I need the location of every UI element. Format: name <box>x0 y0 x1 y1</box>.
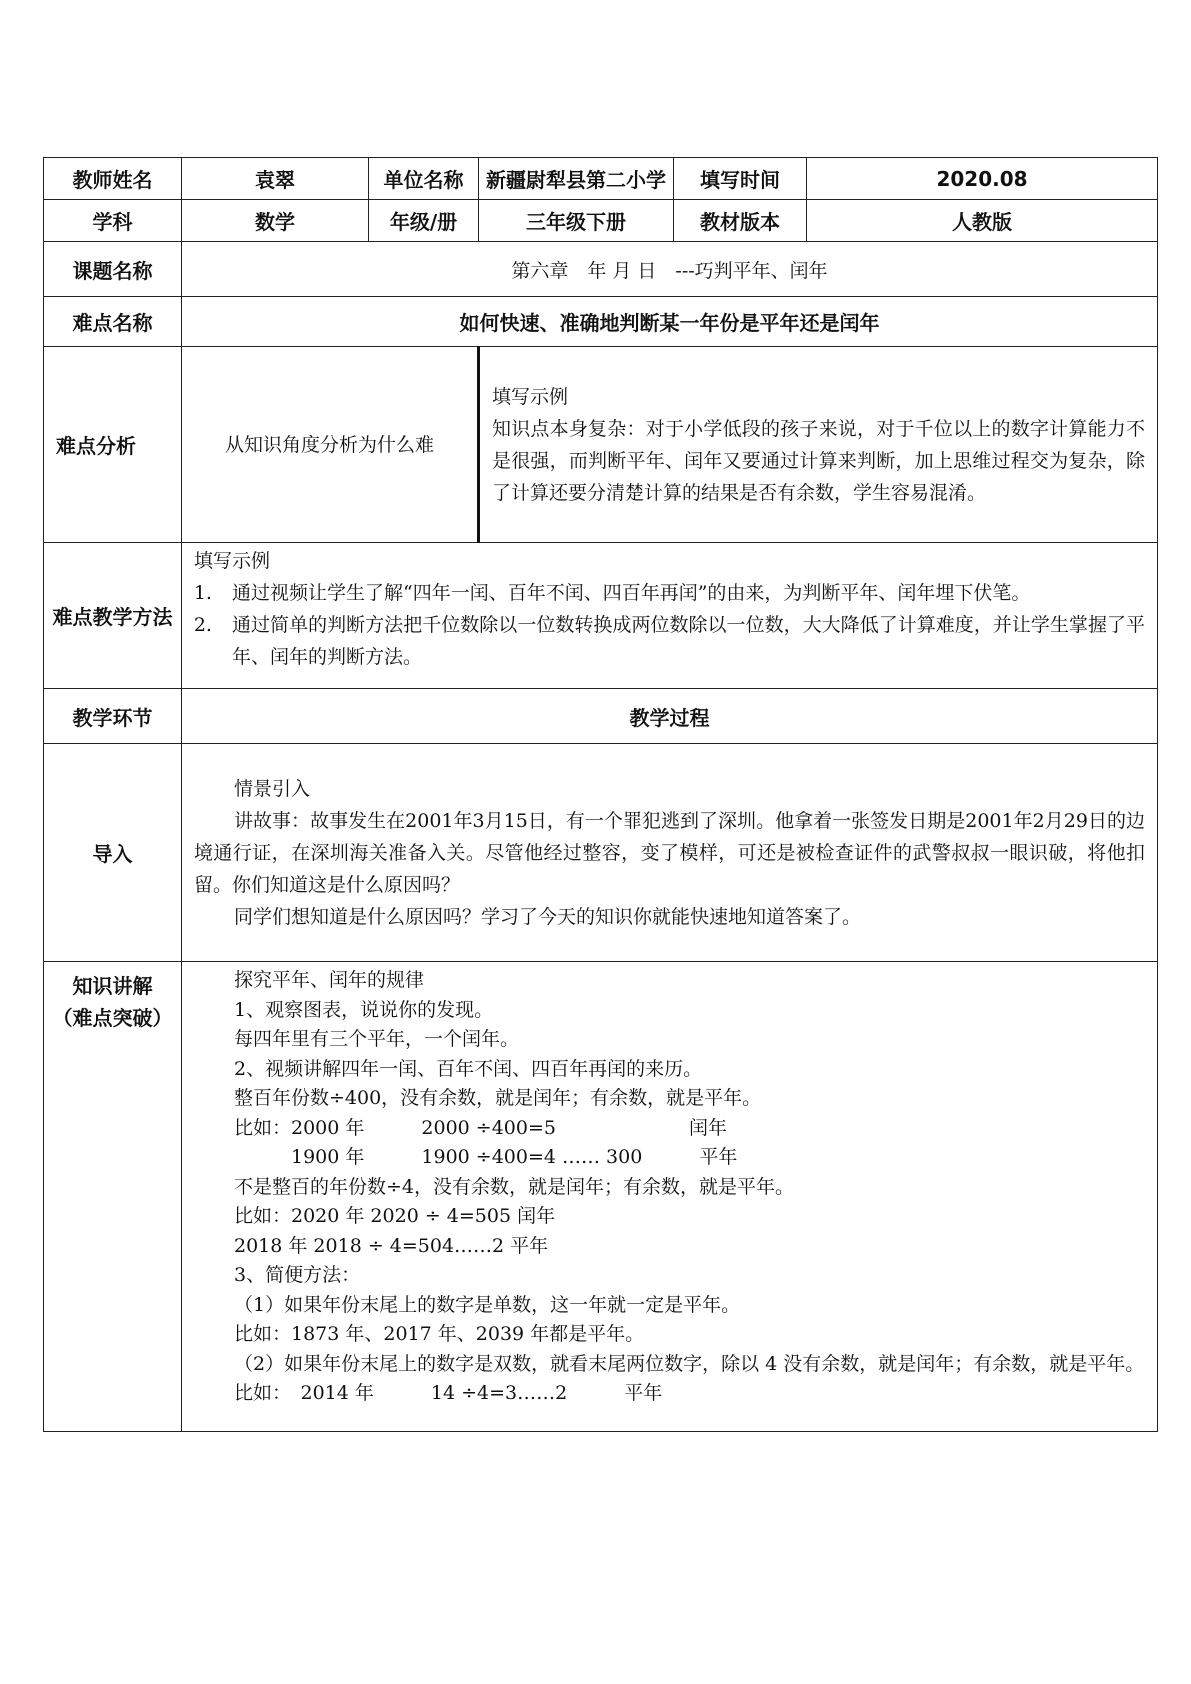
knowledge-label-line2: （难点突破） <box>52 1006 173 1030</box>
teacher-label: 教师姓名 <box>44 158 182 200</box>
knowledge-label-line1: 知识讲解 <box>72 974 153 998</box>
knowledge-line-11: 3、简便方法： <box>234 1264 361 1286</box>
intro-story: 讲故事：故事发生在2001年3月15日，有一个罪犯逃到了深圳。他拿着一张签发日期是2001年2月29日的边境通行证，在深圳海关准备入关。尽管他经过整容，变了模样，可还是被检查证件的武警叔叔一眼识破，将他扣留。你们知道这是什么原因吗？ <box>194 809 1145 896</box>
process-label: 教学环节 <box>44 689 182 744</box>
topic-label: 课题名称 <box>44 242 182 297</box>
info-row-1 <box>44 158 1158 200</box>
topic-value: 第六章 年 月 日 ---巧判平年、闰年 <box>182 242 1158 297</box>
intro-content <box>182 744 1158 962</box>
grade-label: 年级/册 <box>369 200 479 242</box>
process-header-row <box>44 689 1158 744</box>
knowledge-line-13: 比如：1873 年、2017 年、2039 年都是平年。 <box>234 1323 645 1345</box>
knowledge-line-8: 不是整百的年份数÷4，没有余数，就是闰年；有余数，就是平年。 <box>234 1175 795 1198</box>
difficulty-row <box>44 297 1158 347</box>
knowledge-last-example: 比如： 2014 年 14 ÷4=3……2 平年 <box>234 1382 663 1404</box>
knowledge-line-12: （1）如果年份末尾上的数字是单数，这一年就一定是平年。 <box>234 1293 741 1316</box>
knowledge-line-9: 比如：2020 年 2020 ÷ 4=505 闰年 <box>234 1205 556 1227</box>
edition-value: 人教版 <box>807 200 1158 242</box>
difficulty-value: 如何快速、准确地判断某一年份是平年还是闰年 <box>182 297 1158 347</box>
methods-example-label: 填写示例 <box>194 550 271 572</box>
analysis-content <box>479 347 1158 543</box>
knowledge-rule-2: （2）如果年份末尾上的数字是双数，就看末尾两位数字，除以 4 没有余数，就是闰年；有余数，就是平年。 <box>234 1352 1145 1375</box>
subject-value: 数学 <box>182 200 369 242</box>
edition-label: 教材版本 <box>674 200 807 242</box>
analysis-row <box>44 347 1158 543</box>
intro-label: 导入 <box>44 744 182 962</box>
analysis-example-label: 填写示例 <box>492 385 569 408</box>
unit-value: 新疆尉犁县第二小学 <box>479 158 674 200</box>
unit-label: 单位名称 <box>369 158 479 200</box>
methods-item-2: 2. 通过简单的判断方法把千位数除以一位数转换成两位数除以一位数，大大降低了计算难度，并让学生掌握了平年、闰年的判断方法。 <box>218 609 1145 673</box>
analysis-sub-label: 从知识角度分析为什么难 <box>182 347 479 543</box>
intro-row <box>44 744 1158 962</box>
subject-label: 学科 <box>44 200 182 242</box>
methods-list <box>194 577 1145 673</box>
knowledge-row <box>44 962 1158 1432</box>
topic-row <box>44 242 1158 297</box>
knowledge-line-4: 2、视频讲解四年一闰、百年不闰、四百年再闰的来历。 <box>234 1057 703 1080</box>
methods-content <box>182 543 1158 689</box>
process-value: 教学过程 <box>182 689 1158 744</box>
lesson-plan-table <box>43 157 1158 1432</box>
methods-label: 难点教学方法 <box>44 543 182 689</box>
intro-question: 同学们想知道是什么原因吗？学习了今天的知识你就能快速地知道答案了。 <box>234 905 862 928</box>
teacher-value: 袁翠 <box>182 158 369 200</box>
analysis-label: 难点分析 <box>44 347 182 543</box>
methods-row <box>44 543 1158 689</box>
knowledge-line-2: 1、观察图表，说说你的发现。 <box>234 998 494 1021</box>
knowledge-line-5: 整百年份数÷400，没有余数，就是闰年；有余数，就是平年。 <box>234 1087 762 1109</box>
knowledge-line-1: 探究平年、闰年的规律 <box>234 969 425 991</box>
difficulty-label: 难点名称 <box>44 297 182 347</box>
intro-heading: 情景引入 <box>234 777 311 800</box>
knowledge-line-3: 每四年里有三个平年，一个闰年。 <box>234 1028 520 1050</box>
knowledge-content <box>182 962 1158 1432</box>
methods-item-1: 1. 通过视频让学生了解“四年一闰、百年不闰、四百年再闰”的由来，为判断平年、闰年埋下伏笔。 <box>218 577 1145 609</box>
knowledge-label <box>44 962 182 1432</box>
knowledge-line-7: 1900 年 1900 ÷400=4 …… 300 平年 <box>234 1146 738 1168</box>
analysis-text: 知识点本身复杂：对于小学低段的孩子来说，对于千位以上的数字计算能力不是很强，而判断平年、闰年又要通过计算来判断，加上思维过程交为复杂，除了计算还要分清楚计算的结果是否有余数，学生容易混淆。 <box>492 417 1145 504</box>
grade-value: 三年级下册 <box>479 200 674 242</box>
info-row-2 <box>44 200 1158 242</box>
date-value: 2020.08 <box>807 158 1158 200</box>
knowledge-line-10: 2018 年 2018 ÷ 4=504……2 平年 <box>234 1234 549 1257</box>
knowledge-line-6: 比如：2000 年 2000 ÷400=5 闰年 <box>234 1116 727 1139</box>
date-label: 填写时间 <box>674 158 807 200</box>
